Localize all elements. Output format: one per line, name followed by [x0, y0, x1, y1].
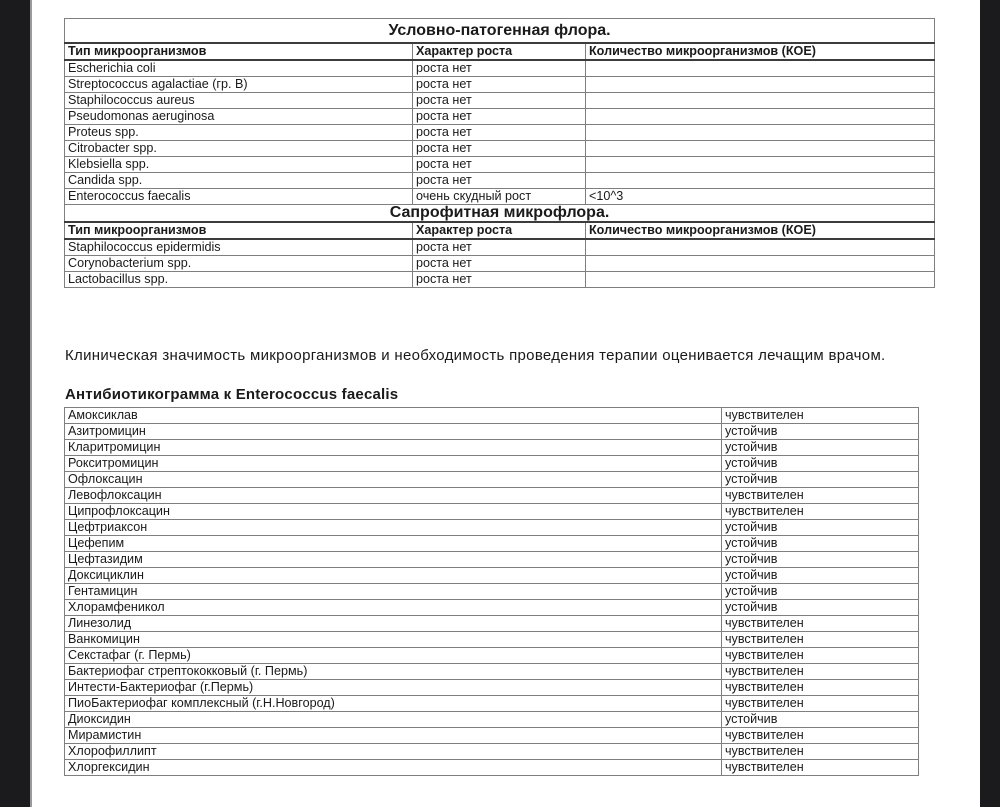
antibiotic-name-cell: Хлоргексидин: [65, 760, 722, 776]
antibiogram-row: [65, 648, 919, 664]
sensitivity-result-cell: чувствителен: [722, 696, 919, 712]
organism-name-cell: Staphilococcus aureus: [65, 92, 413, 108]
organism-name-cell: Corynobacterium spp.: [65, 256, 413, 272]
sensitivity-result-cell: устойчив: [722, 600, 919, 616]
antibiogram-row: [65, 536, 919, 552]
growth-character-cell: роста нет: [413, 272, 586, 288]
antibiotic-name-cell: Офлоксацин: [65, 472, 722, 488]
antibiogram-row: [65, 584, 919, 600]
flora-column-header: Характер роста: [413, 43, 586, 60]
antibiotic-name-cell: Ванкомицин: [65, 632, 722, 648]
flora-section-title-row: [65, 19, 935, 43]
sensitivity-result-cell: устойчив: [722, 440, 919, 456]
organism-count-cell: [586, 239, 935, 256]
organism-name-cell: Staphilococcus epidermidis: [65, 239, 413, 256]
organism-count-cell: [586, 60, 935, 77]
sensitivity-result-cell: устойчив: [722, 584, 919, 600]
organism-count-cell: [586, 92, 935, 108]
sensitivity-result-cell: чувствителен: [722, 744, 919, 760]
organism-count-cell: [586, 140, 935, 156]
antibiotic-name-cell: Кларитромицин: [65, 440, 722, 456]
growth-character-cell: роста нет: [413, 140, 586, 156]
flora-row: [65, 256, 935, 272]
sensitivity-result-cell: чувствителен: [722, 680, 919, 696]
organism-count-cell: [586, 272, 935, 288]
antibiotic-name-cell: Диоксидин: [65, 712, 722, 728]
sensitivity-result-cell: чувствителен: [722, 488, 919, 504]
antibiotic-name-cell: Бактериофаг стрептококковый (г. Пермь): [65, 664, 722, 680]
antibiotic-name-cell: ПиоБактериофаг комплексный (г.Н.Новгород): [65, 696, 722, 712]
flora-row: [65, 76, 935, 92]
antibiotic-name-cell: Азитромицин: [65, 424, 722, 440]
antibiogram-table: [64, 407, 919, 776]
clinical-note: Клиническая значимость микроорганизмов и необходимость проведения терапии оценивается лечащим врачом.: [65, 347, 886, 364]
antibiogram-row: [65, 504, 919, 520]
organism-count-cell: <10^3: [586, 188, 935, 204]
antibiogram-row: [65, 488, 919, 504]
antibiotic-name-cell: Гентамицин: [65, 584, 722, 600]
antibiogram-row: [65, 744, 919, 760]
antibiotic-name-cell: Мирамистин: [65, 728, 722, 744]
organism-count-cell: [586, 256, 935, 272]
flora-column-header: Тип микроорганизмов: [65, 222, 413, 239]
antibiogram-row: [65, 408, 919, 424]
antibiogram-row: [65, 632, 919, 648]
flora-row: [65, 156, 935, 172]
sensitivity-result-cell: чувствителен: [722, 760, 919, 776]
antibiogram-row: [65, 616, 919, 632]
sensitivity-result-cell: устойчив: [722, 536, 919, 552]
antibiotic-name-cell: Линезолид: [65, 616, 722, 632]
growth-character-cell: роста нет: [413, 239, 586, 256]
flora-row: [65, 172, 935, 188]
antibiotic-name-cell: Секстафаг (г. Пермь): [65, 648, 722, 664]
left-letterbox-bar: [0, 0, 32, 807]
flora-row: [65, 239, 935, 256]
antibiogram-row: [65, 456, 919, 472]
flora-section-title: Условно-патогенная флора.: [65, 19, 935, 43]
organism-name-cell: Enterococcus faecalis: [65, 188, 413, 204]
flora-column-header: Количество микроорганизмов (КОЕ): [586, 222, 935, 239]
antibiogram-heading: Антибиотикограмма к Enterococcus faecalis: [65, 386, 399, 403]
antibiotic-name-cell: Интести-Бактериофаг (г.Пермь): [65, 680, 722, 696]
sensitivity-result-cell: устойчив: [722, 568, 919, 584]
organism-name-cell: Escherichia coli: [65, 60, 413, 77]
organism-name-cell: Proteus spp.: [65, 124, 413, 140]
sensitivity-result-cell: устойчив: [722, 472, 919, 488]
flora-table: [64, 18, 935, 288]
organism-count-cell: [586, 156, 935, 172]
antibiotic-name-cell: Рокситромицин: [65, 456, 722, 472]
antibiogram-row: [65, 472, 919, 488]
flora-row: [65, 60, 935, 77]
flora-column-header: Характер роста: [413, 222, 586, 239]
antibiogram-row: [65, 728, 919, 744]
growth-character-cell: роста нет: [413, 124, 586, 140]
flora-row: [65, 92, 935, 108]
antibiotic-name-cell: Ципрофлоксацин: [65, 504, 722, 520]
growth-character-cell: очень скудный рост: [413, 188, 586, 204]
sensitivity-result-cell: чувствителен: [722, 664, 919, 680]
sensitivity-result-cell: чувствителен: [722, 728, 919, 744]
sensitivity-result-cell: чувствителен: [722, 504, 919, 520]
sensitivity-result-cell: устойчив: [722, 552, 919, 568]
flora-header-row: [65, 222, 935, 239]
sensitivity-result-cell: устойчив: [722, 520, 919, 536]
flora-header-row: [65, 43, 935, 60]
antibiotic-name-cell: Амоксиклав: [65, 408, 722, 424]
antibiotic-name-cell: Доксициклин: [65, 568, 722, 584]
organism-name-cell: Klebsiella spp.: [65, 156, 413, 172]
organism-name-cell: Pseudomonas aeruginosa: [65, 108, 413, 124]
organism-name-cell: Candida spp.: [65, 172, 413, 188]
growth-character-cell: роста нет: [413, 60, 586, 77]
antibiotic-name-cell: Хлорамфеникол: [65, 600, 722, 616]
organism-name-cell: Lactobacillus spp.: [65, 272, 413, 288]
antibiogram-row: [65, 600, 919, 616]
growth-character-cell: роста нет: [413, 108, 586, 124]
flora-section-title-row: [65, 204, 935, 222]
growth-character-cell: роста нет: [413, 76, 586, 92]
antibiogram-row: [65, 680, 919, 696]
sensitivity-result-cell: чувствителен: [722, 616, 919, 632]
antibiotic-name-cell: Левофлоксацин: [65, 488, 722, 504]
growth-character-cell: роста нет: [413, 256, 586, 272]
sensitivity-result-cell: чувствителен: [722, 632, 919, 648]
antibiotic-name-cell: Цефтриаксон: [65, 520, 722, 536]
sensitivity-result-cell: чувствителен: [722, 408, 919, 424]
organism-count-cell: [586, 172, 935, 188]
right-letterbox-bar: [980, 0, 1000, 807]
flora-column-header: Количество микроорганизмов (КОЕ): [586, 43, 935, 60]
antibiogram-row: [65, 664, 919, 680]
flora-row: [65, 108, 935, 124]
sensitivity-result-cell: устойчив: [722, 424, 919, 440]
antibiogram-row: [65, 568, 919, 584]
sensitivity-result-cell: устойчив: [722, 456, 919, 472]
flora-row: [65, 272, 935, 288]
antibiogram-row: [65, 520, 919, 536]
antibiotic-name-cell: Цефтазидим: [65, 552, 722, 568]
antibiotic-name-cell: Цефепим: [65, 536, 722, 552]
antibiotic-name-cell: Хлорофиллипт: [65, 744, 722, 760]
flora-row: [65, 188, 935, 204]
antibiogram-row: [65, 552, 919, 568]
growth-character-cell: роста нет: [413, 172, 586, 188]
document-page: [32, 0, 980, 807]
organism-count-cell: [586, 108, 935, 124]
flora-column-header: Тип микроорганизмов: [65, 43, 413, 60]
organism-count-cell: [586, 124, 935, 140]
flora-row: [65, 124, 935, 140]
growth-character-cell: роста нет: [413, 156, 586, 172]
organism-name-cell: Citrobacter spp.: [65, 140, 413, 156]
antibiogram-row: [65, 424, 919, 440]
sensitivity-result-cell: чувствителен: [722, 648, 919, 664]
organism-count-cell: [586, 76, 935, 92]
antibiogram-row: [65, 760, 919, 776]
antibiogram-row: [65, 440, 919, 456]
organism-name-cell: Streptococcus agalactiae (гр. B): [65, 76, 413, 92]
antibiogram-row: [65, 712, 919, 728]
antibiogram-row: [65, 696, 919, 712]
flora-section-title: Сапрофитная микрофлора.: [65, 204, 935, 222]
growth-character-cell: роста нет: [413, 92, 586, 108]
flora-row: [65, 140, 935, 156]
sensitivity-result-cell: устойчив: [722, 712, 919, 728]
